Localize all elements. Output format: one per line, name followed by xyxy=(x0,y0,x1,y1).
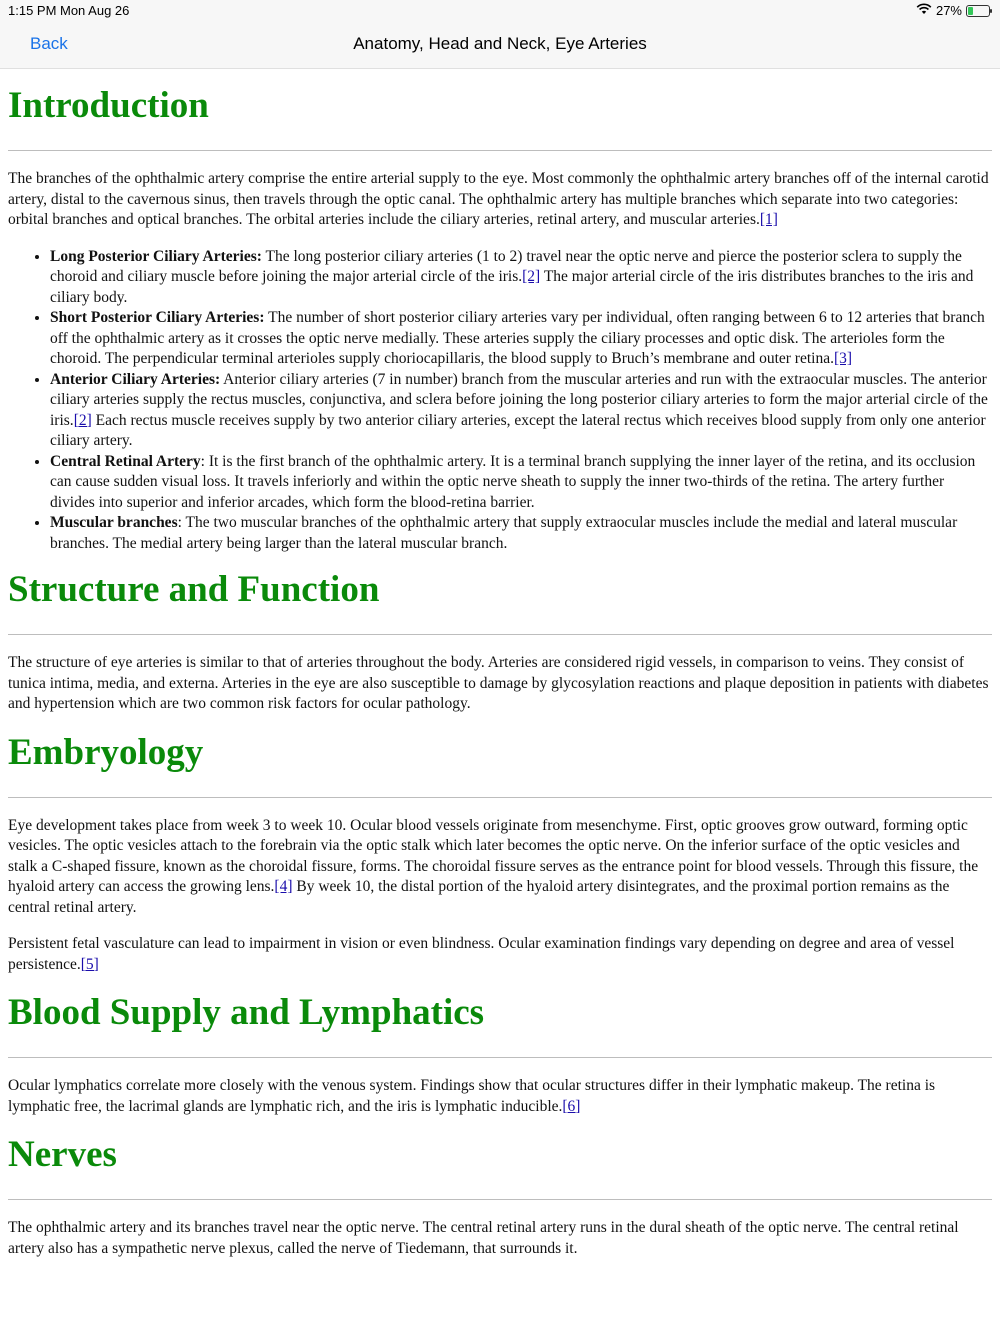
embryology-text: Persistent fetal vasculature can lead to impairment in vision or even blindness. Ocular examination findings vary depending on degree and area of vessel persistence. xyxy=(8,935,955,973)
list-item xyxy=(50,513,992,554)
list-item-text: The major arterial circle of the iris distributes branches to the iris and ciliary body. xyxy=(50,268,974,306)
section-heading-nerves: Nerves xyxy=(8,1134,117,1175)
battery-percent: 27% xyxy=(935,3,962,18)
embryology-text: By week 10, the distal portion of the hyaloid artery disintegrates, and the proximal portion remains as the central retinal artery. xyxy=(8,878,950,916)
list-item-term: Short Posterior Ciliary Arteries: xyxy=(50,309,265,326)
list-item-term: Long Posterior Ciliary Arteries: xyxy=(50,247,262,265)
list-item xyxy=(50,370,992,452)
reference-link[interactable]: [6] xyxy=(562,1097,581,1115)
reference-link[interactable]: [1] xyxy=(759,211,778,228)
list-item-text: Each rectus muscle receives supply by two anterior ciliary arteries, except the lateral rectus which receives blood supply from only one anterior ciliary artery. xyxy=(50,411,986,449)
list-item-text: Anterior ciliary arteries (7 in number) branch from the muscular arteries and run with the extraocular muscles. The anterior ciliary arteries supply the rectus muscles, conjunctiva, and sclera before joining the long posterior ciliary arteries to form the major arterial circle of the iris. xyxy=(50,370,988,429)
back-button[interactable]: Back xyxy=(30,34,68,53)
blood-supply-paragraph xyxy=(8,1076,992,1117)
list-item-term: Anterior Ciliary Arteries: xyxy=(50,370,221,388)
list-item-text: : The two muscular branches of the ophthalmic artery that supply extraocular muscles include the medial and lateral muscular branches. The medial artery being larger than the lateral muscular branch. xyxy=(50,514,958,552)
battery-icon xyxy=(966,5,990,17)
list-item xyxy=(50,308,992,370)
intro-text: The branches of the ophthalmic artery comprise the entire arterial supply to the eye. Most commonly the ophthalmic artery branches off of the internal carotid artery, distal to the cavernous sinus, then travels through the optic canal. The ophthalmic artery has multiple branches which separate into two categories: orbital branches and optical branches. The orbital arteries include the ciliary arteries, retinal artery, and muscular arteries. xyxy=(8,170,989,228)
reference-link[interactable]: [3] xyxy=(833,350,853,367)
status-right xyxy=(916,3,990,18)
reference-link[interactable]: [4] xyxy=(274,878,293,895)
nerves-paragraph: The ophthalmic artery and its branches travel near the optic nerve. The central retinal artery runs in the dural sheath of the optic nerve. The central retinal artery also has a sympathetic nerve plexus, called the nerve of Tiedemann, that surrounds it. xyxy=(8,1219,959,1257)
section-heading-introduction: Introduction xyxy=(8,85,209,126)
intro-paragraph xyxy=(8,169,992,231)
list-item-text: The number of short posterior ciliary arteries vary per individual, often ranging between 6 to 12 arteries that branch off the ophthalmic artery as it crosses the optic nerve medially. These arteries supply the ciliary processes and optic disk. The arterioles form the choroid. The perpendicular terminal arterioles supply choriocapillaris, the blood supply to Bruch’s membrane and outer retina. xyxy=(50,309,985,367)
battery-fill xyxy=(968,7,973,15)
reference-link[interactable]: [5] xyxy=(80,955,99,973)
reference-link[interactable]: [2] xyxy=(73,411,92,429)
section-divider xyxy=(8,150,992,151)
navigation-bar xyxy=(0,22,1000,69)
section-divider xyxy=(8,1199,992,1200)
wifi-icon xyxy=(916,3,932,18)
list-item xyxy=(50,452,992,514)
embryology-paragraph-2 xyxy=(8,934,992,975)
section-divider xyxy=(8,797,992,798)
section-heading-blood-supply: Blood Supply and Lymphatics xyxy=(8,992,485,1033)
reference-link[interactable]: [2] xyxy=(522,268,541,285)
page-title: Anatomy, Head and Neck, Eye Arteries xyxy=(353,34,647,53)
status-time: 1:15 PM xyxy=(8,3,57,18)
embryology-text: Eye development takes place from week 3 to week 10. Ocular blood vessels originate from mesenchyme. First, optic grooves grow outward, forming optic vesicles. The optic vesicles attach to the forebrain via the optic stalk which later becomes the optic nerve. On the inferior surface of the optic vesicles and stalk a C-shaped fissure, known as the choroidal fissure, forms. The choroidal fissure serves as the entrance point for blood vessels. Through this fissure, the hyaloid artery can access the growing lens. xyxy=(8,816,979,895)
artery-list xyxy=(8,247,992,555)
section-heading-embryology: Embryology xyxy=(8,731,204,773)
section-heading-structure: Structure and Function xyxy=(8,569,380,610)
list-item-term: Muscular branches xyxy=(50,514,178,531)
embryology-paragraph xyxy=(8,816,992,919)
status-date: Mon Aug 26 xyxy=(60,3,130,18)
status-bar xyxy=(0,0,1000,22)
article-content xyxy=(8,70,992,1275)
section-divider xyxy=(8,634,992,635)
section-divider xyxy=(8,1057,992,1058)
list-item-term: Central Retinal Artery xyxy=(50,452,201,470)
list-item-text: : It is the first branch of the ophthalmic artery. It is a terminal branch supplying the inner layer of the retina, and its occlusion can cause sudden visual loss. It travels inferiorly and within the optic nerve sheath to supply the inner two-thirds of the retina. The artery further divides into superior and inferior arcades, which form the blood-retina barrier. xyxy=(50,452,976,511)
list-item xyxy=(50,247,992,309)
structure-paragraph: The structure of eye arteries is similar to that of arteries throughout the body. Arteries are considered rigid vessels, in comparison to veins. They consist of tunica intima, media, and externa. Arteries in the eye are also susceptible to damage by glycosylation reactions and plaque deposition in patients with diabetes and hypertension which are two common risk factors for ocular pathology. xyxy=(8,654,989,712)
list-item-text: The long posterior ciliary arteries (1 to 2) travel near the optic nerve and pierce the posterior sclera to supply the choroid and ciliary muscle before joining the major arterial circle of the iris. xyxy=(50,247,962,285)
blood-supply-text: Ocular lymphatics correlate more closely with the venous system. Findings show that ocular structures differ in their lymphatic makeup. The retina is lymphatic free, the lacrimal glands are lymphatic rich, and the iris is lymphatic inducible. xyxy=(8,1077,936,1115)
